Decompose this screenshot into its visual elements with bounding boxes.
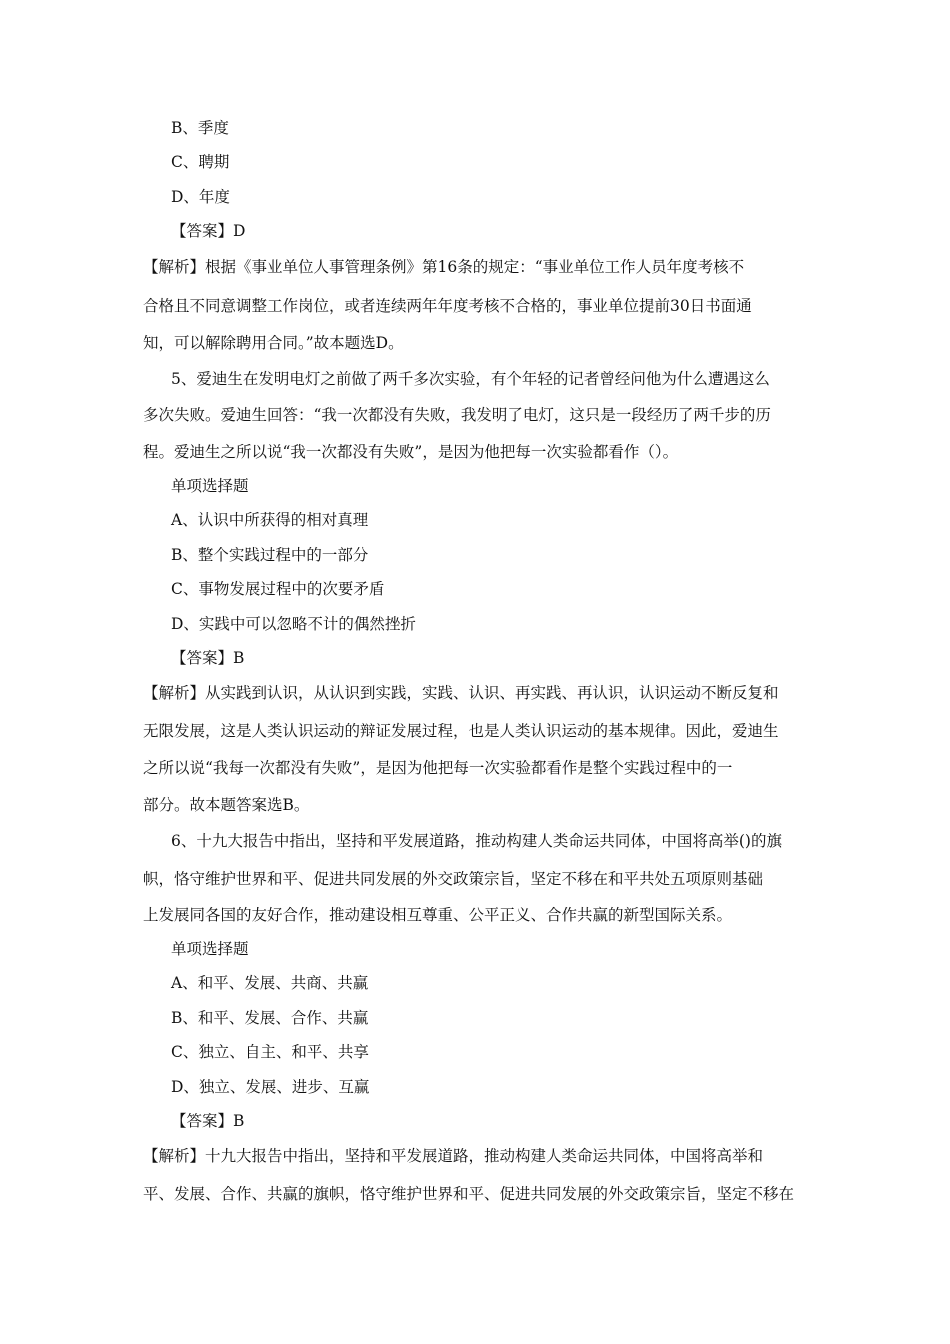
q5-answer: 【答案】B: [171, 649, 245, 667]
q6-question-line-2: 帜，恪守维护世界和平、促进共同发展的外交政策宗旨，坚定不移在和平共处五项原则基础: [143, 870, 764, 888]
q4-analysis-line-3: 知，可以解除聘用合同。”故本题选D。: [143, 334, 404, 352]
q6-analysis-line-1: 【解析】十九大报告中指出，坚持和平发展道路，推动构建人类命运共同体，中国将高举和: [143, 1147, 764, 1165]
q6-option-d: D、独立、发展、进步、互赢: [171, 1078, 370, 1096]
q5-analysis-line-1: 【解析】从实践到认识，从认识到实践，实践、认识、再实践、再认识，认识运动不断反复和: [143, 684, 779, 702]
q5-analysis-line-4: 部分。故本题答案选B。: [143, 796, 310, 814]
q5-option-d: D、实践中可以忽略不计的偶然挫折: [171, 615, 416, 633]
q5-question-line-1: 5、爱迪生在发明电灯之前做了两千多次实验，有个年轻的记者曾经问他为什么遭遇这么: [171, 370, 770, 388]
q6-question-line-3: 上发展同各国的友好合作，推动建设相互尊重、公平正义、合作共赢的新型国际关系。: [143, 906, 733, 924]
q6-question-type: 单项选择题: [171, 940, 249, 958]
q5-question-line-3: 程。爱迪生之所以说“我一次都没有失败”，是因为他把每一次实验都看作（）。: [143, 443, 679, 461]
q5-option-a: A、认识中所获得的相对真理: [171, 511, 369, 529]
q5-analysis-line-2: 无限发展，这是人类认识运动的辩证发展过程，也是人类认识运动的基本规律。因此，爱迪生: [143, 722, 779, 740]
q4-answer: 【答案】D: [171, 222, 246, 240]
q4-analysis-line-2: 合格且不同意调整工作岗位，或者连续两年年度考核不合格的，事业单位提前30日书面通: [143, 297, 752, 315]
q4-analysis-line-1: 【解析】根据《事业单位人事管理条例》第16条的规定：“事业单位工作人员年度考核不: [143, 258, 745, 276]
q5-analysis-line-3: 之所以说“我每一次都没有失败”，是因为他把每一次实验都看作是整个实践过程中的一: [143, 759, 733, 777]
q6-option-a: A、和平、发展、共商、共赢: [171, 974, 369, 992]
q6-question-line-1: 6、十九大报告中指出，坚持和平发展道路，推动构建人类命运共同体，中国将高举()的旗: [171, 832, 782, 850]
q4-option-b: B、季度: [171, 119, 229, 137]
q5-option-b: B、整个实践过程中的一部分: [171, 546, 369, 564]
q6-answer: 【答案】B: [171, 1112, 245, 1130]
q6-option-b: B、和平、发展、合作、共赢: [171, 1009, 369, 1027]
q6-option-c: C、独立、自主、和平、共享: [171, 1043, 369, 1061]
q6-analysis-line-2: 平、发展、合作、共赢的旗帜，恪守维护世界和平、促进共同发展的外交政策宗旨，坚定不移在: [143, 1185, 795, 1203]
q5-question-type: 单项选择题: [171, 477, 249, 495]
q4-option-c: C、聘期: [171, 153, 230, 171]
q5-question-line-2: 多次失败。爱迪生回答：“我一次都没有失败，我发明了电灯，这只是一段经历了两千步的历: [143, 406, 771, 424]
q4-option-d: D、年度: [171, 188, 230, 206]
q5-option-c: C、事物发展过程中的次要矛盾: [171, 580, 385, 598]
